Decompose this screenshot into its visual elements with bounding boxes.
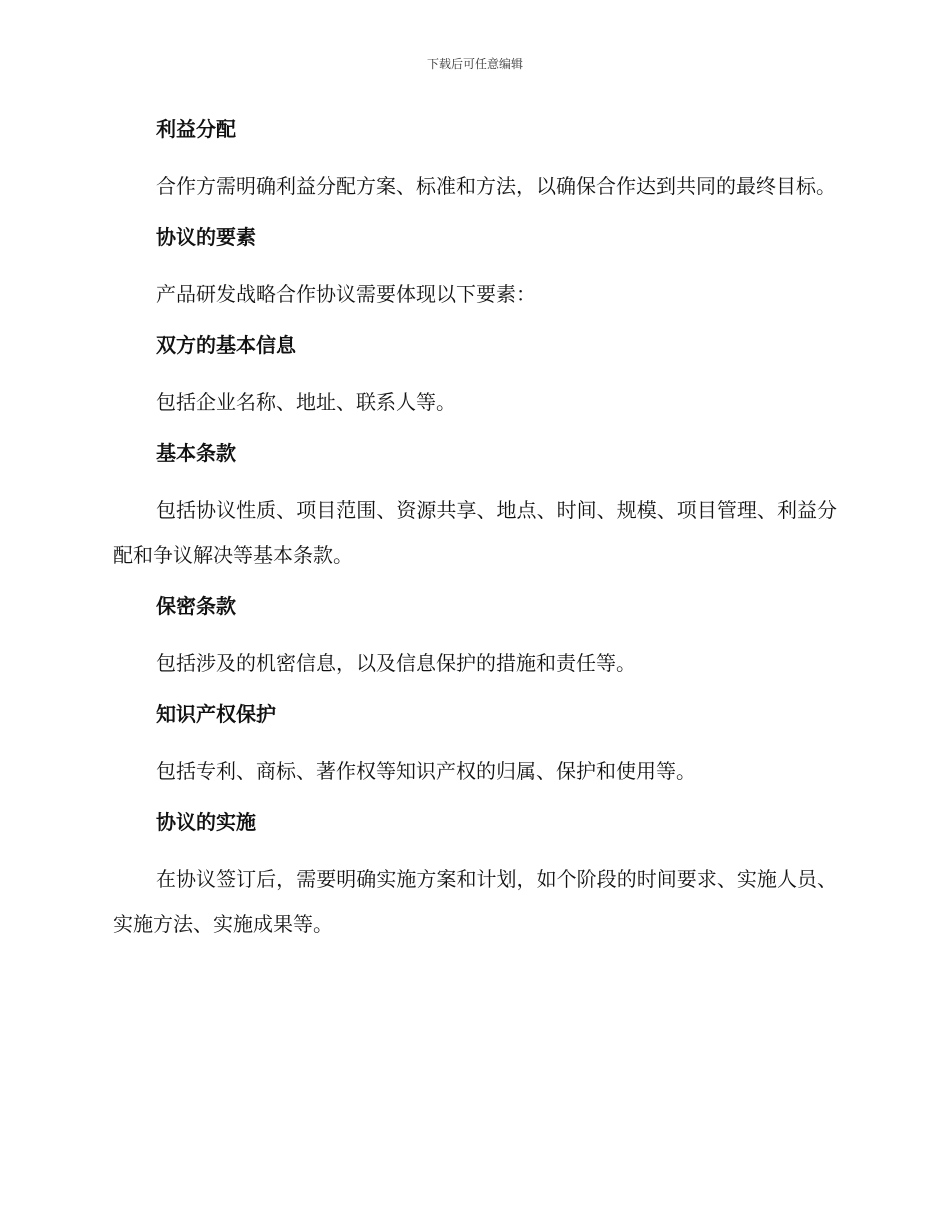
section-heading-ip-protection: 知识产权保护 — [156, 702, 276, 726]
section-heading-confidentiality: 保密条款 — [156, 594, 236, 618]
section-heading-implementation: 协议的实施 — [156, 810, 256, 834]
section-body-ip-protection: 包括专利、商标、著作权等知识产权的归属、保护和使用等。 — [156, 759, 696, 783]
section-body-implementation: 在协议签订后，需要明确实施方案和计划，如个阶段的时间要求、实施人员、实施方法、实施成果等。 — [113, 867, 837, 936]
section-body-agreement-elements: 产品研发战略合作协议需要体现以下要素： — [156, 282, 536, 306]
section-heading-basic-info: 双方的基本信息 — [156, 333, 296, 357]
section-heading-profit-distribution: 利益分配 — [156, 117, 236, 141]
section-heading-agreement-elements: 协议的要素 — [156, 225, 256, 249]
section-heading-basic-terms: 基本条款 — [156, 441, 236, 465]
section-body-confidentiality: 包括涉及的机密信息，以及信息保护的措施和责任等。 — [156, 651, 636, 675]
section-body-profit-distribution: 合作方需明确利益分配方案、标准和方法，以确保合作达到共同的最终目标。 — [156, 174, 836, 198]
document-body — [113, 110, 837, 956]
section-body-basic-terms: 包括协议性质、项目范围、资源共享、地点、时间、规模、项目管理、利益分配和争议解决等基本条款。 — [113, 498, 837, 567]
section-body-basic-info: 包括企业名称、地址、联系人等。 — [156, 390, 456, 414]
page-header: 下载后可任意编辑 — [426, 57, 523, 71]
